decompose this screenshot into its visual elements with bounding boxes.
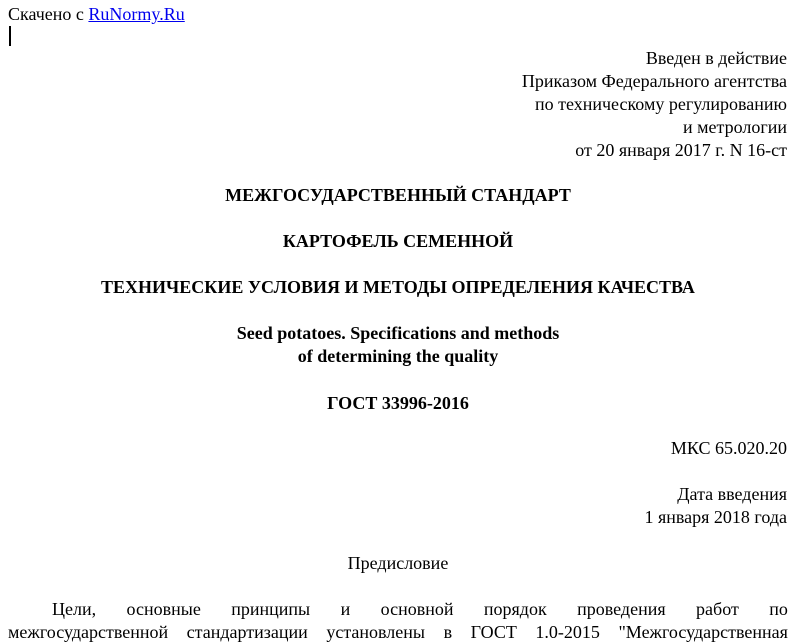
approval-line: Введен в действие [645,48,787,68]
word: принципы [231,599,311,619]
gost-number: ГОСТ 33996-2016 [327,393,469,413]
approval-block [522,47,787,162]
word: ГОСТ [470,622,517,642]
foreword-heading: Предисловие [347,553,449,573]
effective-date-label: Дата введения [677,484,787,504]
paragraph-line [8,621,788,644]
text-cursor [9,26,11,46]
word: установлены [326,622,426,642]
word: порядок [483,599,547,619]
mks-code: МКС 65.020.20 [670,438,787,458]
source-line [8,3,185,26]
source-link[interactable]: RuNormy.Ru [88,4,185,24]
english-title-line1: Seed potatoes. Specifications and methods [236,323,560,343]
word: межгосударственной [8,622,169,642]
word: и [340,599,351,619]
word: Цели, [52,599,97,619]
word: "Межгосударственная [618,622,788,642]
word: по [769,599,788,619]
approval-line: по техническому регулированию [534,94,787,114]
document-title: КАРТОФЕЛЬ СЕМЕННОЙ [282,231,514,251]
approval-line: Приказом Федерального агентства [521,71,787,91]
approval-line: и метрологии [683,117,787,137]
paragraph-line [8,598,788,621]
source-prefix: Скачено с [8,4,84,24]
effective-date: 1 января 2018 года [644,507,787,527]
word: основной [380,599,454,619]
word: работ [696,599,739,619]
word: 1.0-2015 [535,622,600,642]
word: проведения [577,599,666,619]
foreword-paragraph [8,598,788,644]
word: основные [126,599,201,619]
standard-type-heading: МЕЖГОСУДАРСТВЕННЫЙ СТАНДАРТ [225,185,571,205]
english-title-line2: of determining the quality [297,346,499,366]
approval-line: от 20 января 2017 г. N 16-ст [575,140,787,160]
word: стандартизации [186,622,308,642]
word: в [443,622,453,642]
document-subtitle: ТЕХНИЧЕСКИЕ УСЛОВИЯ И МЕТОДЫ ОПРЕДЕЛЕНИЯ КАЧЕСТВА [101,277,695,297]
